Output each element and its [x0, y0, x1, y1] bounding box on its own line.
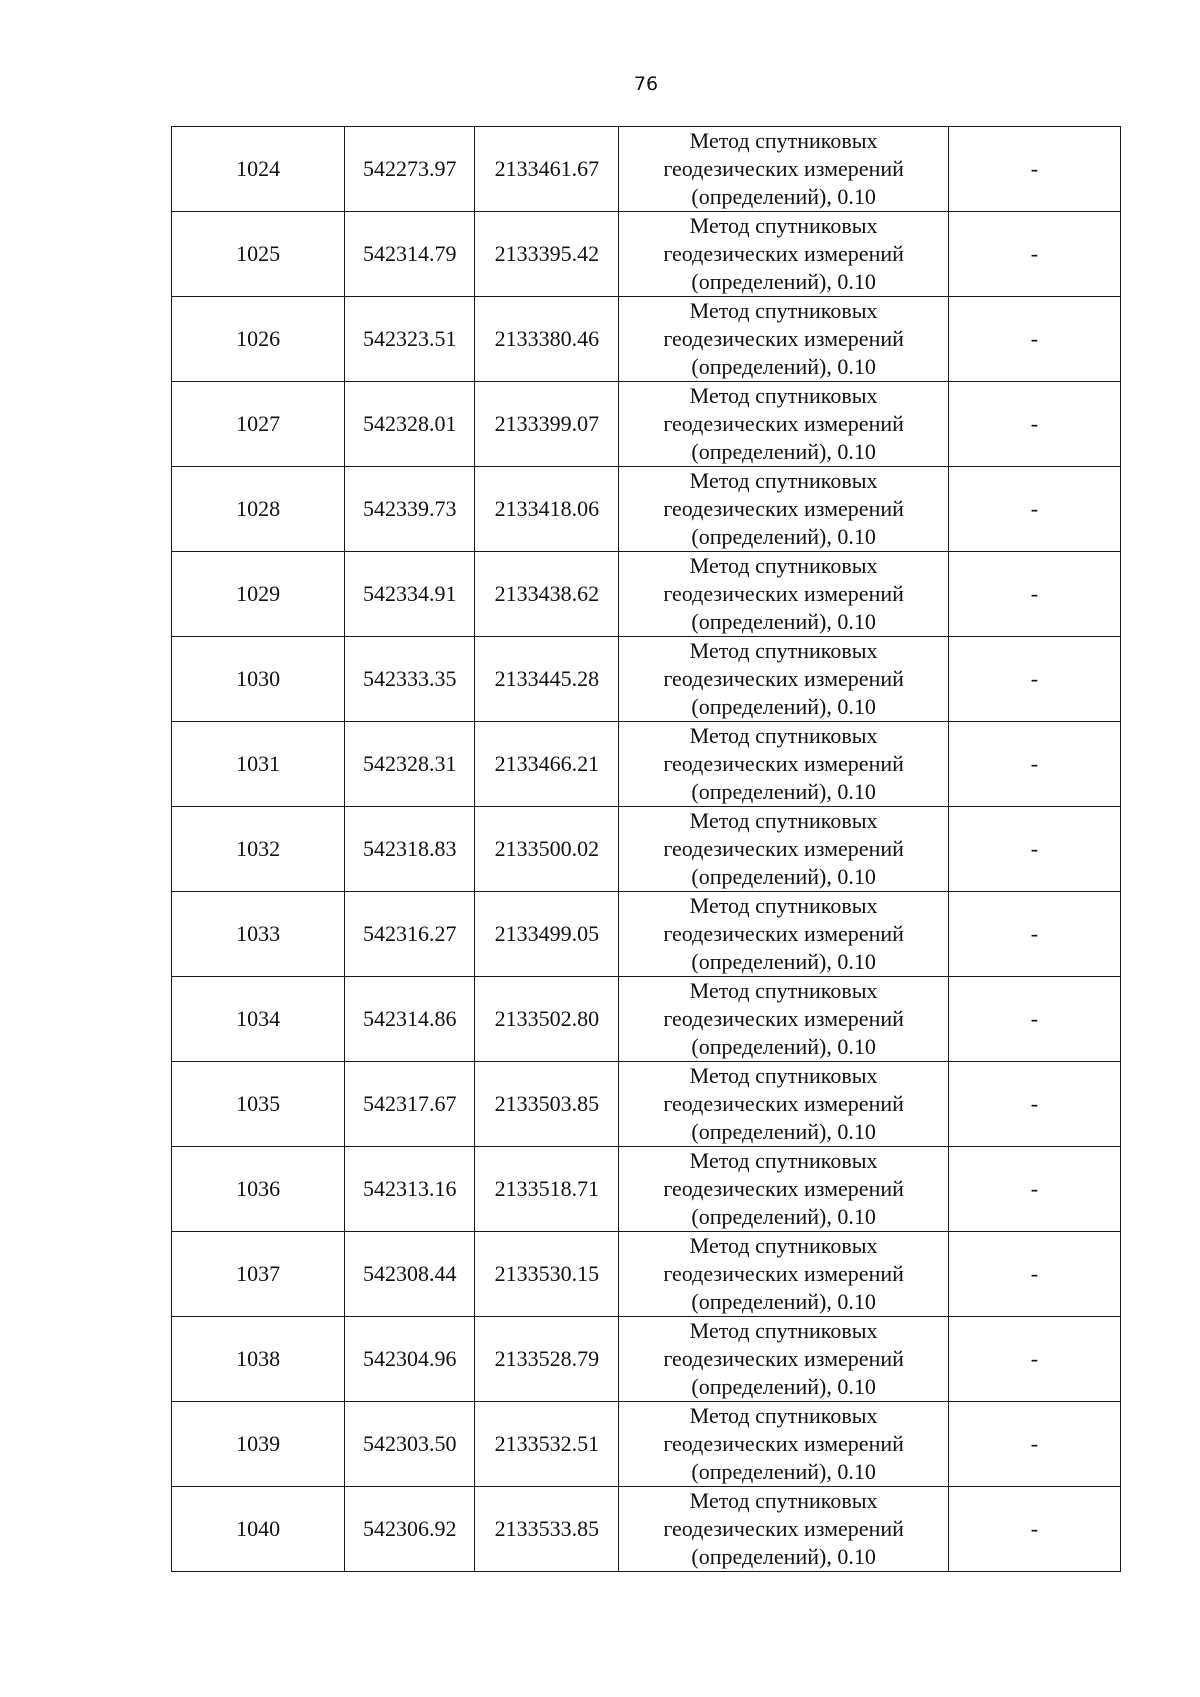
- note-cell: -: [948, 807, 1120, 892]
- y-coordinate-cell: 2133528.79: [475, 1317, 619, 1402]
- method-line-2: геодезических измерений: [663, 1091, 904, 1116]
- method-line-1: Метод спутниковых: [689, 808, 878, 833]
- point-number-cell: 1031: [172, 722, 345, 807]
- note-cell: -: [948, 637, 1120, 722]
- method-line-2: геодезических измерений: [663, 241, 904, 266]
- method-cell: [619, 722, 948, 807]
- table-row: [172, 382, 1121, 467]
- x-coordinate-cell: 542317.67: [345, 1062, 475, 1147]
- method-line-2: геодезических измерений: [663, 581, 904, 606]
- method-line-3: (определений), 0.10: [691, 1374, 876, 1399]
- x-coordinate-cell: 542339.73: [345, 467, 475, 552]
- method-line-2: геодезических измерений: [663, 1176, 904, 1201]
- method-cell: [619, 212, 948, 297]
- table-row: [172, 1487, 1121, 1572]
- point-number-cell: 1028: [172, 467, 345, 552]
- y-coordinate-cell: 2133503.85: [475, 1062, 619, 1147]
- method-line-2: геодезических измерений: [663, 326, 904, 351]
- note-cell: -: [948, 722, 1120, 807]
- method-line-2: геодезических измерений: [663, 1006, 904, 1031]
- y-coordinate-cell: 2133499.05: [475, 892, 619, 977]
- method-cell: [619, 977, 948, 1062]
- note-cell: -: [948, 977, 1120, 1062]
- table-row: [172, 1317, 1121, 1402]
- point-number-cell: 1030: [172, 637, 345, 722]
- table-row: [172, 297, 1121, 382]
- point-number-cell: 1035: [172, 1062, 345, 1147]
- x-coordinate-cell: 542323.51: [345, 297, 475, 382]
- method-line-2: геодезических измерений: [663, 156, 904, 181]
- note-cell: -: [948, 1232, 1120, 1317]
- method-line-2: геодезических измерений: [663, 1431, 904, 1456]
- table-row: [172, 1402, 1121, 1487]
- method-cell: [619, 467, 948, 552]
- method-line-2: геодезических измерений: [663, 1516, 904, 1541]
- method-line-3: (определений), 0.10: [691, 439, 876, 464]
- method-line-3: (определений), 0.10: [691, 609, 876, 634]
- x-coordinate-cell: 542334.91: [345, 552, 475, 637]
- note-cell: -: [948, 1062, 1120, 1147]
- method-cell: [619, 1232, 948, 1317]
- x-coordinate-cell: 542306.92: [345, 1487, 475, 1572]
- method-line-1: Метод спутниковых: [689, 1063, 878, 1088]
- point-number-cell: 1027: [172, 382, 345, 467]
- method-line-2: геодезических измерений: [663, 751, 904, 776]
- y-coordinate-cell: 2133395.42: [475, 212, 619, 297]
- method-line-1: Метод спутниковых: [689, 298, 878, 323]
- page-number: 76: [633, 73, 659, 95]
- method-line-3: (определений), 0.10: [691, 864, 876, 889]
- table-row: [172, 467, 1121, 552]
- method-line-3: (определений), 0.10: [691, 1289, 876, 1314]
- table-row: [172, 212, 1121, 297]
- method-line-1: Метод спутниковых: [689, 383, 878, 408]
- note-cell: -: [948, 1487, 1120, 1572]
- method-line-1: Метод спутниковых: [689, 1148, 878, 1173]
- method-line-1: Метод спутниковых: [689, 723, 878, 748]
- method-line-3: (определений), 0.10: [691, 524, 876, 549]
- table-row: [172, 977, 1121, 1062]
- table-row: [172, 1147, 1121, 1232]
- point-number-cell: 1025: [172, 212, 345, 297]
- method-line-2: геодезических измерений: [663, 666, 904, 691]
- method-line-1: Метод спутниковых: [689, 468, 878, 493]
- note-cell: -: [948, 467, 1120, 552]
- table-row: [172, 637, 1121, 722]
- method-line-1: Метод спутниковых: [689, 213, 878, 238]
- point-number-cell: 1037: [172, 1232, 345, 1317]
- note-cell: -: [948, 382, 1120, 467]
- x-coordinate-cell: 542314.86: [345, 977, 475, 1062]
- point-number-cell: 1036: [172, 1147, 345, 1232]
- note-cell: -: [948, 1317, 1120, 1402]
- method-cell: [619, 382, 948, 467]
- method-line-2: геодезических измерений: [663, 1261, 904, 1286]
- x-coordinate-cell: 542314.79: [345, 212, 475, 297]
- point-number-cell: 1024: [172, 127, 345, 212]
- coordinates-table-body: [172, 127, 1121, 1572]
- note-cell: -: [948, 1147, 1120, 1232]
- method-line-3: (определений), 0.10: [691, 779, 876, 804]
- point-number-cell: 1026: [172, 297, 345, 382]
- method-line-1: Метод спутниковых: [689, 978, 878, 1003]
- method-line-1: Метод спутниковых: [689, 1488, 878, 1513]
- method-line-3: (определений), 0.10: [691, 1034, 876, 1059]
- x-coordinate-cell: 542316.27: [345, 892, 475, 977]
- y-coordinate-cell: 2133518.71: [475, 1147, 619, 1232]
- point-number-cell: 1034: [172, 977, 345, 1062]
- x-coordinate-cell: 542333.35: [345, 637, 475, 722]
- note-cell: -: [948, 1402, 1120, 1487]
- note-cell: -: [948, 552, 1120, 637]
- method-cell: [619, 1147, 948, 1232]
- method-line-3: (определений), 0.10: [691, 1204, 876, 1229]
- method-cell: [619, 297, 948, 382]
- y-coordinate-cell: 2133466.21: [475, 722, 619, 807]
- method-cell: [619, 807, 948, 892]
- method-line-3: (определений), 0.10: [691, 949, 876, 974]
- table-row: [172, 807, 1121, 892]
- point-number-cell: 1040: [172, 1487, 345, 1572]
- point-number-cell: 1029: [172, 552, 345, 637]
- method-line-3: (определений), 0.10: [691, 1459, 876, 1484]
- method-cell: [619, 1487, 948, 1572]
- y-coordinate-cell: 2133399.07: [475, 382, 619, 467]
- y-coordinate-cell: 2133461.67: [475, 127, 619, 212]
- method-line-3: (определений), 0.10: [691, 269, 876, 294]
- method-cell: [619, 1402, 948, 1487]
- method-line-1: Метод спутниковых: [689, 1318, 878, 1343]
- x-coordinate-cell: 542328.31: [345, 722, 475, 807]
- coordinates-table: [171, 126, 1121, 1572]
- y-coordinate-cell: 2133530.15: [475, 1232, 619, 1317]
- x-coordinate-cell: 542303.50: [345, 1402, 475, 1487]
- y-coordinate-cell: 2133532.51: [475, 1402, 619, 1487]
- table-row: [172, 552, 1121, 637]
- method-cell: [619, 127, 948, 212]
- table-row: [172, 127, 1121, 212]
- y-coordinate-cell: 2133380.46: [475, 297, 619, 382]
- y-coordinate-cell: 2133445.28: [475, 637, 619, 722]
- method-line-1: Метод спутниковых: [689, 1403, 878, 1428]
- y-coordinate-cell: 2133500.02: [475, 807, 619, 892]
- y-coordinate-cell: 2133533.85: [475, 1487, 619, 1572]
- method-line-1: Метод спутниковых: [689, 553, 878, 578]
- method-line-1: Метод спутниковых: [689, 638, 878, 663]
- note-cell: -: [948, 297, 1120, 382]
- table-row: [172, 722, 1121, 807]
- y-coordinate-cell: 2133418.06: [475, 467, 619, 552]
- x-coordinate-cell: 542328.01: [345, 382, 475, 467]
- method-cell: [619, 552, 948, 637]
- method-line-2: геодезических измерений: [663, 411, 904, 436]
- method-line-2: геодезических измерений: [663, 836, 904, 861]
- method-line-1: Метод спутниковых: [689, 893, 878, 918]
- method-line-3: (определений), 0.10: [691, 1544, 876, 1569]
- method-line-2: геодезических измерений: [663, 921, 904, 946]
- x-coordinate-cell: 542313.16: [345, 1147, 475, 1232]
- point-number-cell: 1032: [172, 807, 345, 892]
- method-line-1: Метод спутниковых: [689, 1233, 878, 1258]
- method-line-3: (определений), 0.10: [691, 184, 876, 209]
- method-line-2: геодезических измерений: [663, 496, 904, 521]
- method-line-3: (определений), 0.10: [691, 354, 876, 379]
- note-cell: -: [948, 212, 1120, 297]
- x-coordinate-cell: 542318.83: [345, 807, 475, 892]
- method-line-2: геодезических измерений: [663, 1346, 904, 1371]
- table-row: [172, 892, 1121, 977]
- method-line-3: (определений), 0.10: [691, 694, 876, 719]
- method-cell: [619, 1062, 948, 1147]
- method-cell: [619, 637, 948, 722]
- method-cell: [619, 892, 948, 977]
- x-coordinate-cell: 542273.97: [345, 127, 475, 212]
- point-number-cell: 1039: [172, 1402, 345, 1487]
- point-number-cell: 1033: [172, 892, 345, 977]
- y-coordinate-cell: 2133438.62: [475, 552, 619, 637]
- x-coordinate-cell: 542308.44: [345, 1232, 475, 1317]
- point-number-cell: 1038: [172, 1317, 345, 1402]
- method-line-3: (определений), 0.10: [691, 1119, 876, 1144]
- note-cell: -: [948, 892, 1120, 977]
- method-line-1: Метод спутниковых: [689, 128, 878, 153]
- table-row: [172, 1232, 1121, 1317]
- x-coordinate-cell: 542304.96: [345, 1317, 475, 1402]
- table-row: [172, 1062, 1121, 1147]
- y-coordinate-cell: 2133502.80: [475, 977, 619, 1062]
- note-cell: -: [948, 127, 1120, 212]
- method-cell: [619, 1317, 948, 1402]
